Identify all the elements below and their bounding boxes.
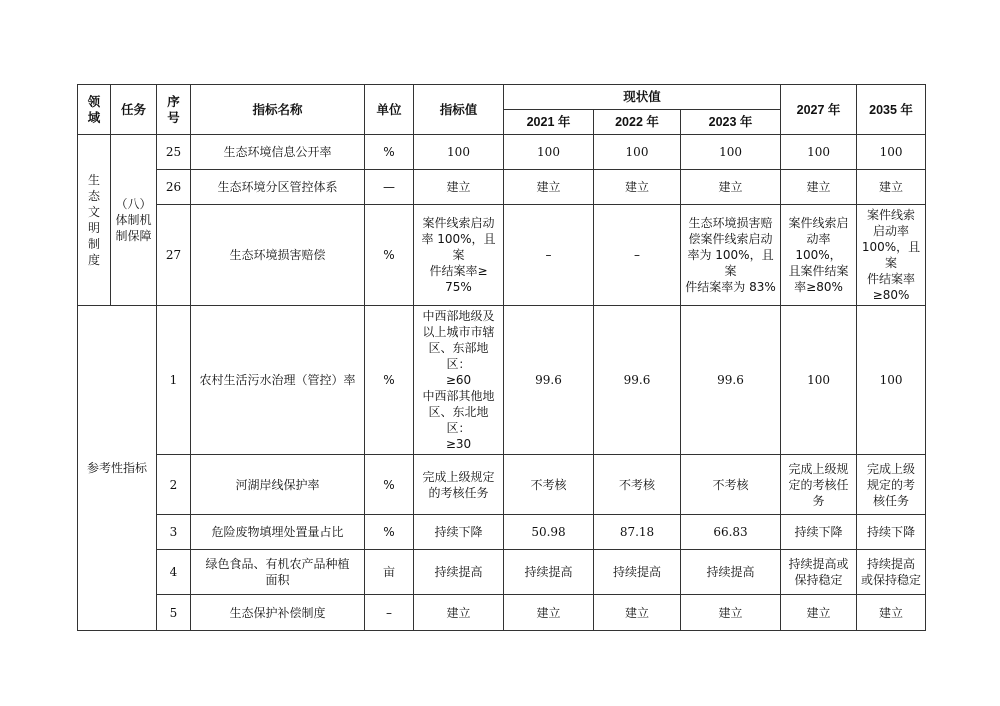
value-2023-cell: 生态环境损害赔 偿案件线索启动 率为 100%，且案 件结案率为 83% <box>681 205 781 306</box>
value-2027-cell: 持续提高或 保持稳定 <box>781 550 857 595</box>
seq-cell: 1 <box>157 306 191 455</box>
value-2023-cell: 不考核 <box>681 455 781 515</box>
header-unit: 单位 <box>365 85 414 135</box>
unit-cell: % <box>365 135 414 170</box>
target-cell: 案件线索启动 率 100%，且案 件结案率≥ 75% <box>414 205 504 306</box>
task-cell: （八） 体制机 制保障 <box>111 135 157 306</box>
unit-cell: 亩 <box>365 550 414 595</box>
value-2027-cell: 持续下降 <box>781 515 857 550</box>
value-2023-cell: 99.6 <box>681 306 781 455</box>
value-2035-cell: 案件线索 启动率 100%，且案 件结案率 ≥80% <box>857 205 926 306</box>
table-row <box>78 205 926 306</box>
name-cell: 危险废物填埋处置量占比 <box>191 515 365 550</box>
header-2022: 2022 年 <box>594 110 681 135</box>
value-2035-cell: 完成上级 规定的考 核任务 <box>857 455 926 515</box>
seq-cell: 2 <box>157 455 191 515</box>
name-cell: 绿色食品、有机农产品种植 面积 <box>191 550 365 595</box>
name-cell: 生态环境分区管控体系 <box>191 170 365 205</box>
value-2022-cell: 建立 <box>594 595 681 631</box>
value-2021-cell: 50.98 <box>504 515 594 550</box>
seq-cell: 5 <box>157 595 191 631</box>
value-2027-cell: 100 <box>781 306 857 455</box>
header-task: 任务 <box>111 85 157 135</box>
target-cell: 建立 <box>414 170 504 205</box>
value-2022-cell: 持续提高 <box>594 550 681 595</box>
target-cell: 持续下降 <box>414 515 504 550</box>
value-2035-cell: 100 <box>857 306 926 455</box>
seq-cell: 4 <box>157 550 191 595</box>
value-2035-cell: 建立 <box>857 595 926 631</box>
value-2021-cell: 建立 <box>504 595 594 631</box>
unit-cell: % <box>365 306 414 455</box>
unit-cell: % <box>365 455 414 515</box>
header-name: 指标名称 <box>191 85 365 135</box>
value-2023-cell: 持续提高 <box>681 550 781 595</box>
unit-cell: – <box>365 595 414 631</box>
value-2022-cell: 不考核 <box>594 455 681 515</box>
value-2035-cell: 持续提高 或保持稳定 <box>857 550 926 595</box>
unit-cell: — <box>365 170 414 205</box>
value-2021-cell: 100 <box>504 135 594 170</box>
header-field: 领 域 <box>78 85 111 135</box>
value-2022-cell: 建立 <box>594 170 681 205</box>
value-2021-cell: – <box>504 205 594 306</box>
table-row <box>78 550 926 595</box>
header-status: 现状值 <box>504 85 781 110</box>
name-cell: 河湖岸线保护率 <box>191 455 365 515</box>
name-cell: 生态环境信息公开率 <box>191 135 365 170</box>
value-2027-cell: 案件线索启 动率 100%， 且案件结案 率≥80% <box>781 205 857 306</box>
value-2027-cell: 建立 <box>781 595 857 631</box>
table-row <box>78 515 926 550</box>
target-cell: 完成上级规定 的考核任务 <box>414 455 504 515</box>
header-2027: 2027 年 <box>781 85 857 135</box>
seq-cell: 27 <box>157 205 191 306</box>
target-cell: 100 <box>414 135 504 170</box>
value-2022-cell: – <box>594 205 681 306</box>
value-2023-cell: 建立 <box>681 170 781 205</box>
field-cell-reference-indicators: 参考性指标 <box>78 306 157 631</box>
value-2035-cell: 100 <box>857 135 926 170</box>
value-2022-cell: 87.18 <box>594 515 681 550</box>
unit-cell: % <box>365 515 414 550</box>
header-target: 指标值 <box>414 85 504 135</box>
name-cell: 农村生活污水治理（管控）率 <box>191 306 365 455</box>
seq-cell: 26 <box>157 170 191 205</box>
value-2027-cell: 建立 <box>781 170 857 205</box>
indicator-table <box>77 84 926 631</box>
target-cell: 持续提高 <box>414 550 504 595</box>
value-2022-cell: 100 <box>594 135 681 170</box>
value-2021-cell: 持续提高 <box>504 550 594 595</box>
name-cell: 生态保护补偿制度 <box>191 595 365 631</box>
header-seq: 序 号 <box>157 85 191 135</box>
value-2022-cell: 99.6 <box>594 306 681 455</box>
table-row <box>78 170 926 205</box>
value-2027-cell: 100 <box>781 135 857 170</box>
table-row <box>78 455 926 515</box>
field-cell-eco-civilization: 生 态 文 明 制 度 <box>78 135 111 306</box>
seq-cell: 25 <box>157 135 191 170</box>
target-cell: 建立 <box>414 595 504 631</box>
header-2021: 2021 年 <box>504 110 594 135</box>
value-2021-cell: 建立 <box>504 170 594 205</box>
seq-cell: 3 <box>157 515 191 550</box>
value-2023-cell: 100 <box>681 135 781 170</box>
header-2023: 2023 年 <box>681 110 781 135</box>
header-2035: 2035 年 <box>857 85 926 135</box>
target-cell: 中西部地级及 以上城市市辖 区、东部地区： ≥60 中西部其他地 区、东北地区： ≥30 <box>414 306 504 455</box>
table-row <box>78 135 926 170</box>
value-2021-cell: 不考核 <box>504 455 594 515</box>
table-row <box>78 595 926 631</box>
name-cell: 生态环境损害赔偿 <box>191 205 365 306</box>
value-2035-cell: 持续下降 <box>857 515 926 550</box>
value-2021-cell: 99.6 <box>504 306 594 455</box>
value-2023-cell: 建立 <box>681 595 781 631</box>
value-2027-cell: 完成上级规 定的考核任务 <box>781 455 857 515</box>
value-2023-cell: 66.83 <box>681 515 781 550</box>
table-row <box>78 306 926 455</box>
value-2035-cell: 建立 <box>857 170 926 205</box>
unit-cell: % <box>365 205 414 306</box>
header-row-1 <box>78 85 926 110</box>
